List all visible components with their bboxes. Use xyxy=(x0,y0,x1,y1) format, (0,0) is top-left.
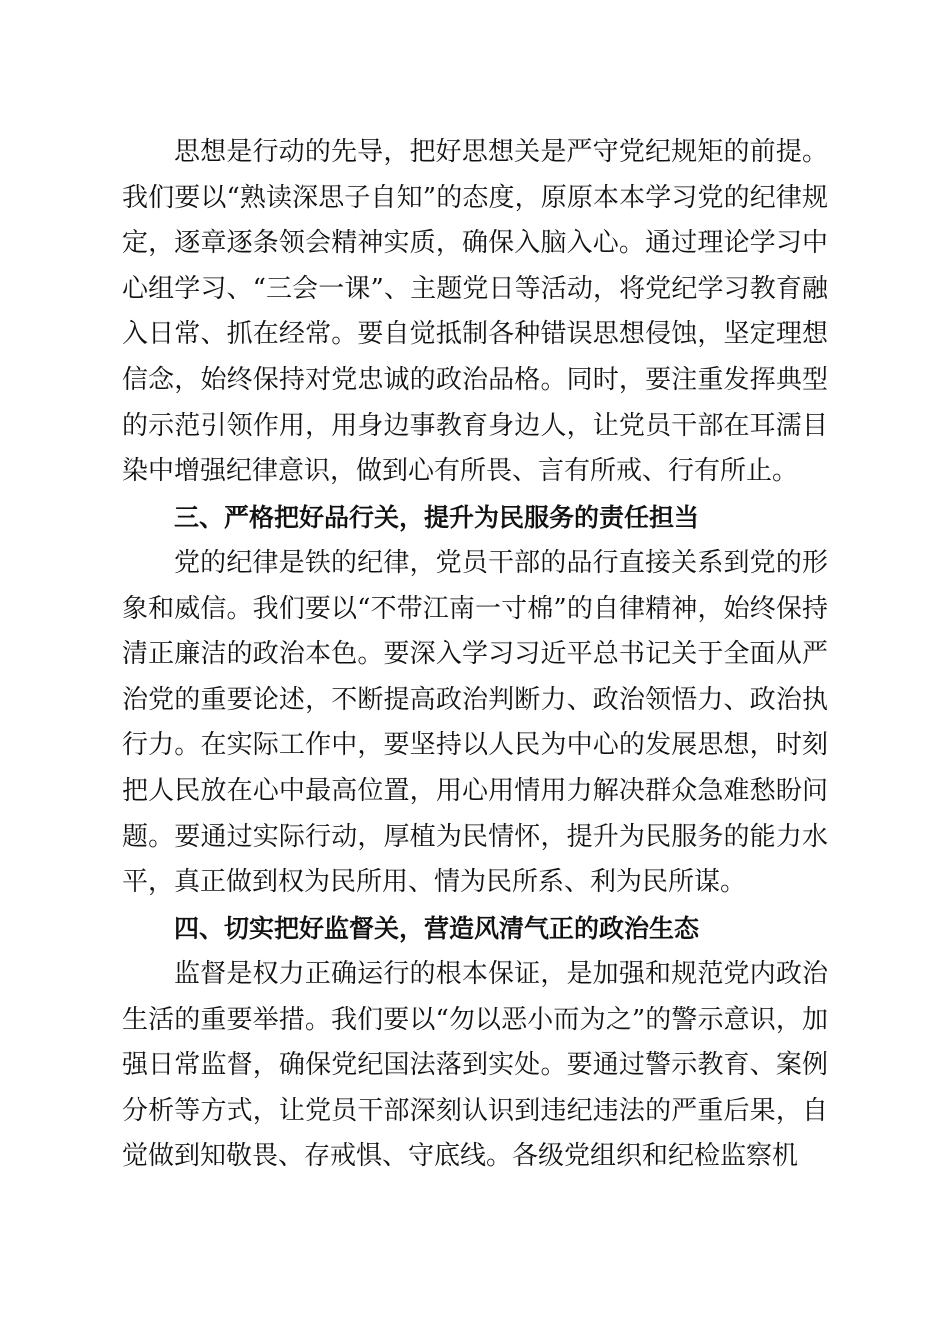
body-paragraph-conduct: 党的纪律是铁的纪律，党员干部的品行直接关系到党的形象和威信。我们要以“不带江南一寸棉”的自律精神，始终保持清正廉洁的政治本色。要深入学习习近平总书记关于全面从严治党的重要论述，不断提高政治判断力、政治领悟力、政治执行力。在实际工作中，要坚持以人民为中心的发展思想，时刻把人民放在心中最高位置，用心用情用力解决群众急难愁盼问题。要通过实际行动，厚植为民情怀，提升为民服务的能力水平，真正做到权为民所用、情为民所系、利为民所谋。 xyxy=(122,548,828,898)
section-heading-three: 三、严格把好品行关，提升为民服务的责任担当 xyxy=(174,503,700,532)
body-paragraph-thought: 思想是行动的先导，把好思想关是严守党纪规矩的前提。我们要以“熟读深思子自知”的态度，原原本本学习党的纪律规定，逐章逐条领会精神实质，确保入脑入心。通过理论学习中心组学习、“三会一课”、主题党日等活动，将党纪学习教育融入日常、抓在经常。要自觉抵制各种错误思想侵蚀，坚定理想信念，始终保持对党忠诚的政治品格。同时，要注重发挥典型的示范引领作用，用身边事教育身边人，让党员干部在耳濡目染中增强纪律意识，做到心有所畏、言有所戒、行有所止。 xyxy=(122,137,828,487)
section-heading-four: 四、切实把好监督关，营造风清气正的政治生态 xyxy=(174,914,700,943)
body-paragraph-supervision: 监督是权力正确运行的根本保证，是加强和规范党内政治生活的重要举措。我们要以“勿以恶小而为之”的警示意识，加强日常监督，确保党纪国法落到实处。要通过警示教育、案例分析等方式，让党员干部深刻认识到违纪违法的严重后果，自觉做到知敬畏、存戒惧、守底线。各级党组织和纪检监察机 xyxy=(122,959,828,1172)
